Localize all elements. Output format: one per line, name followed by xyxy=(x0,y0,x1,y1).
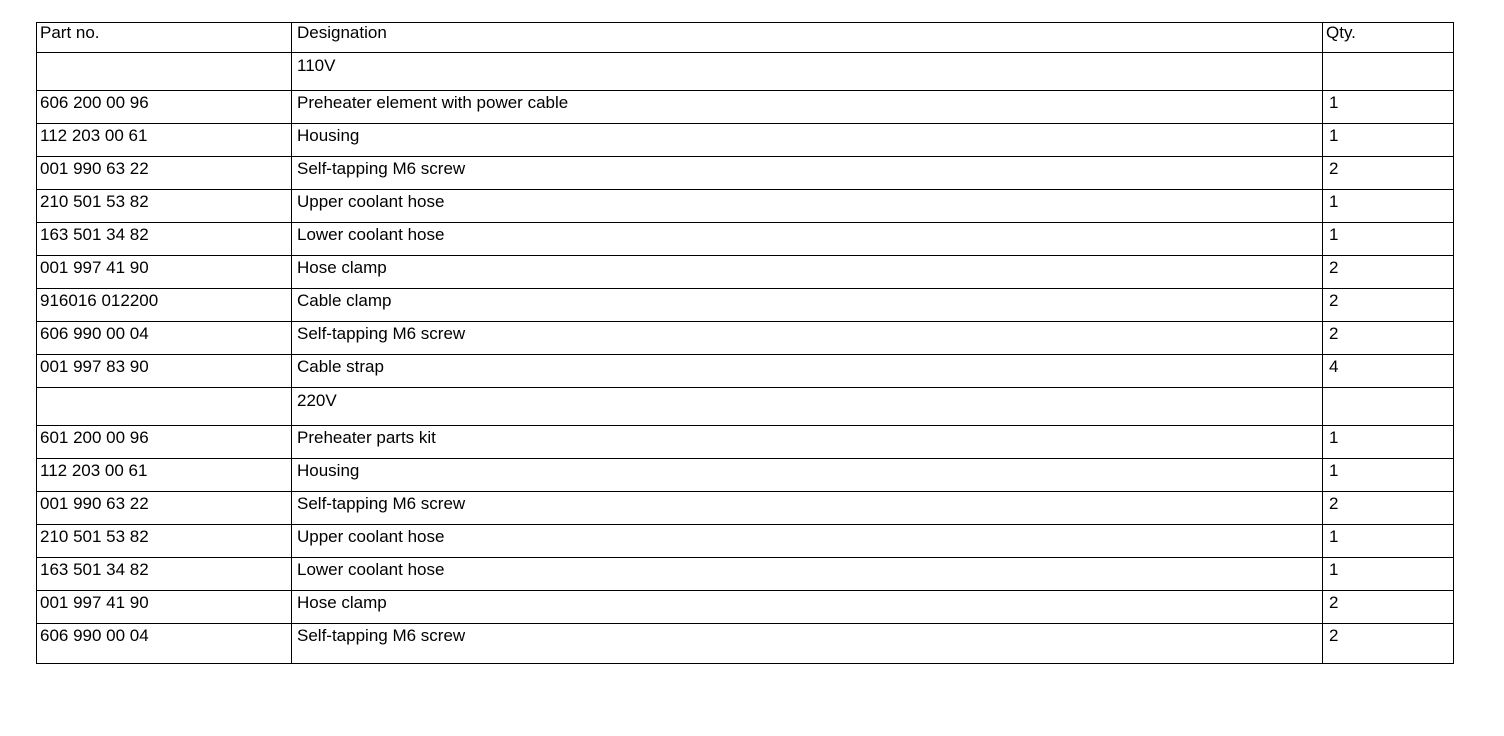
designation-cell: Upper coolant hose xyxy=(292,525,1323,558)
qty-cell: 4 xyxy=(1323,355,1454,388)
qty-cell: 1 xyxy=(1323,558,1454,591)
designation-cell: Lower coolant hose xyxy=(292,558,1323,591)
part-no-cell: 606 990 00 04 xyxy=(37,322,292,355)
table-row xyxy=(37,591,1454,624)
voltage-group-label: 220V xyxy=(292,388,1323,426)
part-no-cell: 112 203 00 61 xyxy=(37,459,292,492)
part-no-cell: 163 501 34 82 xyxy=(37,558,292,591)
designation-cell: Preheater parts kit xyxy=(292,426,1323,459)
designation-cell: Self-tapping M6 screw xyxy=(292,322,1323,355)
table-row xyxy=(37,558,1454,591)
table-row xyxy=(37,426,1454,459)
header-designation: Designation xyxy=(292,23,1323,53)
qty-cell: 1 xyxy=(1323,525,1454,558)
qty-cell: 1 xyxy=(1323,426,1454,459)
table-row xyxy=(37,525,1454,558)
table-row xyxy=(37,355,1454,388)
qty-cell: 2 xyxy=(1323,624,1454,664)
designation-cell: Preheater element with power cable xyxy=(292,91,1323,124)
qty-cell: 2 xyxy=(1323,256,1454,289)
part-no-cell: 606 990 00 04 xyxy=(37,624,292,664)
part-no-cell: 001 997 83 90 xyxy=(37,355,292,388)
header-qty: Qty. xyxy=(1323,23,1454,53)
designation-cell: Self-tapping M6 screw xyxy=(292,624,1323,664)
group-row-110v xyxy=(37,53,1454,91)
qty-cell: 1 xyxy=(1323,459,1454,492)
parts-table xyxy=(36,22,1454,664)
part-no-cell: 601 200 00 96 xyxy=(37,426,292,459)
designation-cell: Hose clamp xyxy=(292,591,1323,624)
table-row xyxy=(37,190,1454,223)
part-no-cell xyxy=(37,53,292,91)
part-no-cell: 001 990 63 22 xyxy=(37,157,292,190)
table-row xyxy=(37,459,1454,492)
qty-cell: 2 xyxy=(1323,591,1454,624)
qty-cell xyxy=(1323,388,1454,426)
header-part-no: Part no. xyxy=(37,23,292,53)
table-row xyxy=(37,322,1454,355)
table-row xyxy=(37,492,1454,525)
designation-cell: Self-tapping M6 screw xyxy=(292,492,1323,525)
designation-cell: Upper coolant hose xyxy=(292,190,1323,223)
table-row xyxy=(37,157,1454,190)
voltage-group-label: 110V xyxy=(292,53,1323,91)
part-no-cell xyxy=(37,388,292,426)
qty-cell: 1 xyxy=(1323,91,1454,124)
part-no-cell: 210 501 53 82 xyxy=(37,190,292,223)
designation-cell: Housing xyxy=(292,459,1323,492)
part-no-cell: 916016 012200 xyxy=(37,289,292,322)
table-row xyxy=(37,624,1454,664)
table-row xyxy=(37,124,1454,157)
qty-cell: 1 xyxy=(1323,124,1454,157)
table-row xyxy=(37,91,1454,124)
designation-cell: Hose clamp xyxy=(292,256,1323,289)
part-no-cell: 001 997 41 90 xyxy=(37,591,292,624)
table-row xyxy=(37,223,1454,256)
group-row-220v xyxy=(37,388,1454,426)
qty-cell: 2 xyxy=(1323,322,1454,355)
designation-cell: Cable strap xyxy=(292,355,1323,388)
part-no-cell: 163 501 34 82 xyxy=(37,223,292,256)
qty-cell: 1 xyxy=(1323,190,1454,223)
table-row xyxy=(37,256,1454,289)
qty-cell: 2 xyxy=(1323,492,1454,525)
qty-cell xyxy=(1323,53,1454,91)
designation-cell: Cable clamp xyxy=(292,289,1323,322)
part-no-cell: 001 997 41 90 xyxy=(37,256,292,289)
designation-cell: Housing xyxy=(292,124,1323,157)
qty-cell: 1 xyxy=(1323,223,1454,256)
qty-cell: 2 xyxy=(1323,289,1454,322)
part-no-cell: 606 200 00 96 xyxy=(37,91,292,124)
table-header-row xyxy=(37,23,1454,53)
part-no-cell: 210 501 53 82 xyxy=(37,525,292,558)
part-no-cell: 001 990 63 22 xyxy=(37,492,292,525)
designation-cell: Self-tapping M6 screw xyxy=(292,157,1323,190)
part-no-cell: 112 203 00 61 xyxy=(37,124,292,157)
table-row xyxy=(37,289,1454,322)
designation-cell: Lower coolant hose xyxy=(292,223,1323,256)
qty-cell: 2 xyxy=(1323,157,1454,190)
